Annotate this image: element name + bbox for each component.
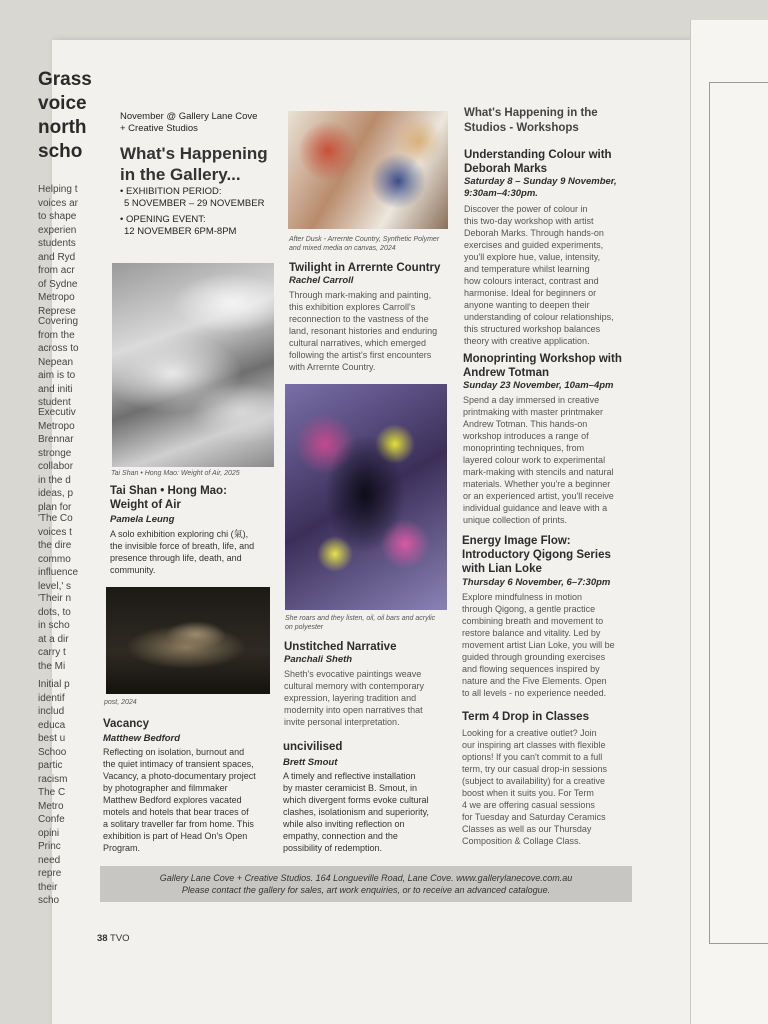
monoprint-workshop-title: Monoprinting Workshop with Andrew Totman	[463, 353, 622, 379]
adjacent-page	[690, 20, 768, 1024]
colour-workshop-description: Discover the power of colour in this two-day workshop with artist Deborah Marks. Through hands-on exercises and guided experiments, you'll explore hue, value, intensity, and temperature whilst learning how colours interact, contrast and harmonise. Ideal for beginners or anyone wanting to deepen their understanding of colour relationships, this structured workshop balances theory with creative application.	[464, 204, 614, 346]
twilight-title: Twilight in Arrernte Country	[289, 262, 441, 274]
adjacent-paragraph-1: Helping t voices ar to shape experien students and Ryd from acr of Sydne Metropo Represe	[38, 184, 79, 317]
twilight-artist: Rachel Carroll	[289, 275, 354, 286]
qigong-series-title: Energy Image Flow: Introductory Qigong Series with Lian Loke	[462, 535, 611, 575]
page-title-line-1: What's Happening	[120, 144, 268, 163]
header-kicker: November @ Gallery Lane Cove + Creative Studios	[120, 111, 258, 134]
vacancy-title: Vacancy	[103, 718, 150, 730]
adjacent-paragraph-2: Covering from the across to Nepean aim is to and initi student	[38, 316, 79, 408]
monoprint-workshop-description: Spend a day immersed in creative printmaking with master printmaker Andrew Totman. This hands-on workshop introduces a range of monoprinting techniques, from layered colour work to experimental mark-making with stencils and natural materials. Whether you're a beginner or an experienced artist, you'll receive individual guidance and leave with a unique collection of prints.	[463, 395, 614, 525]
adjacent-page-border	[709, 82, 768, 944]
term4-title: Term 4 Drop in Classes	[462, 711, 589, 723]
vacancy-description: Reflecting on isolation, burnout and the quiet intimacy of transient spaces, Vacancy, a photo-documentary project by photographer and filmmaker Matthew Bedford explores vacated motels and hotels that bear traces of a solitary traveller far from home. This exhibition is part of Head On's Open Program.	[103, 747, 256, 853]
opening-event-value: 12 NOVEMBER 6PM-8PM	[124, 226, 237, 237]
tai-shan-title-1: Tai Shan • Hong Mao:	[110, 485, 227, 497]
exhibition-period-value: 5 NOVEMBER – 29 NOVEMBER	[124, 198, 265, 209]
twilight-description: Through mark-making and painting, this exhibition explores Carroll's reconnection to the vastness of the land, resonant histories and enduring cultural narratives, which emerged following the artist's first encounters with Arrernte Country.	[289, 290, 438, 372]
vacancy-caption: post, 2024	[104, 699, 137, 706]
adjacent-page-title: Grass voice north scho	[38, 69, 92, 162]
after-dusk-artwork-image	[288, 111, 448, 229]
term4-description: Looking for a creative outlet? Join our inspiring art classes with flexible options! If you can't commit to a full term, try our casual drop-in sessions (subject to availability) for a creative boost when it suits you. For Term 4 we are offering casual sessions for Tuesday and Saturday Ceramics Classes as well as our Thursday Composition & Collage Class.	[462, 728, 608, 846]
opening-event-label: • OPENING EVENT:	[120, 214, 206, 225]
contact-address: Gallery Lane Cove + Creative Studios. 164 Longueville Road, Lane Cove. www.gallerylanecove.com.au	[159, 873, 573, 883]
qigong-series-description: Explore mindfulness in motion through Qigong, a gentle practice combining breath and movement to restore balance and vitality. Led by movement artist Lian Loke, you will be guided through grounding exercises and flowing sequences inspired by nature and the Five Elements. Open to all levels - no experience needed.	[462, 592, 615, 698]
after-dusk-caption: After Dusk - Arrernte Country, Synthetic Polymer and mixed media on canvas, 2024	[289, 236, 440, 252]
monoprint-workshop-when: Sunday 23 November, 10am–4pm	[463, 380, 614, 391]
uncivilised-artist: Brett Smout	[283, 757, 338, 768]
tai-shan-artist: Pamela Leung	[110, 514, 175, 525]
page-number: 38	[97, 933, 108, 944]
adjacent-paragraph-3: Executiv Metropo Brennar stronge collabor in the d ideas, p plan for	[38, 407, 76, 513]
she-roars-caption: She roars and they listen, oil, oil bars and acrylic on polyester	[285, 615, 436, 631]
motel-bed-photo	[106, 587, 270, 694]
tai-shan-description: A solo exhibition exploring chi (氣), the invisible force of breath, life, and presence through life, death, and community.	[110, 529, 255, 575]
gallery-contact-banner	[100, 866, 632, 902]
magazine-name: TVO	[110, 933, 130, 944]
adjacent-paragraph-7: The C Metro Confe opini Princ need repre their scho	[38, 787, 66, 906]
unstitched-title: Unstitched Narrative	[284, 641, 397, 653]
page-footer	[97, 933, 130, 944]
studios-heading: What's Happening in the Studios - Workshops	[464, 107, 598, 134]
uncivilised-description: A timely and reflective installation by master ceramicist B. Smout, in which divergent forms evoke cultural clashes, isolationism and superiority, while also inviting reflection on empathy, connection and the possibility of redemption.	[283, 771, 429, 853]
exhibition-period-label: • EXHIBITION PERIOD:	[120, 186, 222, 197]
feathers-artwork-image	[112, 263, 274, 467]
adjacent-paragraph-5: 'Their n dots, to in scho at a dir carry t the Mi	[38, 593, 72, 672]
qigong-series-when: Thursday 6 November, 6–7:30pm	[462, 577, 611, 588]
contact-enquiries: Please contact the gallery for sales, art work enquiries, or to receive an advanced catalogue.	[181, 885, 551, 895]
page-title-line-2: in the Gallery...	[120, 165, 241, 184]
adjacent-paragraph-4: 'The Co voices t the dire commo influence level,' s	[38, 513, 79, 592]
tai-shan-title-2: Weight of Air	[110, 499, 181, 511]
adjacent-paragraph-6: Initial p identif includ educa best u Schoo partic racism	[38, 679, 70, 785]
uncivilised-title: uncivilised	[283, 741, 343, 753]
she-roars-artwork-image	[285, 384, 447, 610]
unstitched-description: Sheth's evocative paintings weave cultural memory with contemporary expression, layering tradition and modernity into open narratives that invite personal interpretation.	[284, 669, 425, 727]
vacancy-artist: Matthew Bedford	[103, 733, 181, 744]
colour-workshop-when: Saturday 8 – Sunday 9 November, 9:30am–4:30pm.	[464, 176, 617, 199]
unstitched-artist: Panchali Sheth	[284, 654, 353, 665]
colour-workshop-title: Understanding Colour with Deborah Marks	[464, 149, 612, 175]
tai-shan-caption: Tai Shan • Hong Mao: Weight of Air, 2025	[111, 470, 240, 477]
